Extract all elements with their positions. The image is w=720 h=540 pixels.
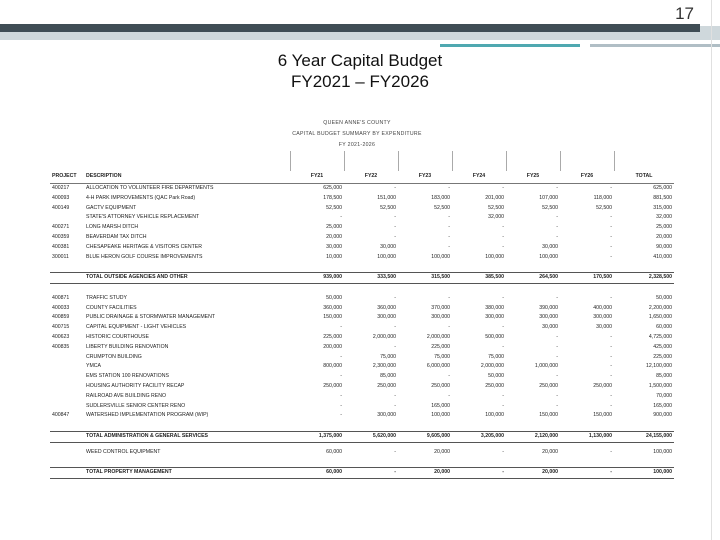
value-fy24: 50,000 <box>488 373 504 380</box>
value-fy22: 151,000 <box>377 194 396 201</box>
sheet-heading-summary: CAPITAL BUDGET SUMMARY BY EXPENDITURE <box>292 131 422 137</box>
value-fy24: - <box>502 343 504 350</box>
sheet-heading-county: QUEEN ANNE'S COUNTY <box>323 120 391 126</box>
value-fy26: - <box>610 253 612 260</box>
value-fy24: 300,000 <box>485 314 504 321</box>
value-fy26: 30,000 <box>596 324 612 331</box>
col-header-project: PROJECT <box>50 171 84 184</box>
value-fy23: 6,000,000 <box>426 363 450 370</box>
value-fy22: 2,000,000 <box>372 333 396 340</box>
value-fy25: 20,000 <box>542 448 558 455</box>
project-code: 400271 <box>52 224 70 231</box>
value-fy25: 250,000 <box>539 382 558 389</box>
value-fy24: 75,000 <box>488 353 504 360</box>
value-fy24: - <box>502 294 504 301</box>
value-fy21: - <box>340 373 342 380</box>
slide-title-line2: FY2021 – FY2026 <box>291 72 429 91</box>
value-fy21: 60,000 <box>290 468 344 479</box>
accent-line-teal <box>440 44 580 47</box>
value-fy25: 107,000 <box>539 194 558 201</box>
value-fy26: - <box>610 233 612 240</box>
value-total: 60,000 <box>656 324 672 331</box>
value-fy26: 170,500 <box>560 273 614 284</box>
value-fy23: 370,000 <box>431 304 450 311</box>
project-description: EMS STATION 100 RENOVATIONS <box>86 373 169 380</box>
value-fy21: 250,000 <box>323 382 342 389</box>
value-fy22: 85,000 <box>380 373 396 380</box>
value-total: 881,500 <box>653 194 672 201</box>
project-code <box>50 448 84 458</box>
value-fy23: 315,500 <box>398 273 452 284</box>
value-fy22: 2,300,000 <box>372 363 396 370</box>
value-total: 1,500,000 <box>648 382 672 389</box>
value-fy25: - <box>556 294 558 301</box>
value-fy26: 150,000 <box>593 412 612 419</box>
value-fy26: 52,500 <box>596 204 612 211</box>
table-row <box>50 353 674 363</box>
value-fy24: 250,000 <box>485 382 504 389</box>
table-row <box>50 448 674 458</box>
value-fy21: 200,000 <box>323 343 342 350</box>
value-fy26: - <box>610 185 612 191</box>
value-fy24: - <box>502 233 504 240</box>
value-fy25: 2,120,000 <box>506 431 560 442</box>
value-fy25: 30,000 <box>542 324 558 331</box>
table-row <box>50 213 674 223</box>
value-fy25: 300,000 <box>539 314 558 321</box>
value-fy21: 50,000 <box>326 294 342 301</box>
table-row <box>50 402 674 412</box>
value-fy22: - <box>344 468 398 479</box>
value-total: 100,000 <box>614 468 674 479</box>
value-fy26: - <box>610 402 612 409</box>
project-code: 400835 <box>52 343 70 350</box>
project-description: WATERSHED IMPLEMENTATION PROGRAM (WIP) <box>86 412 209 419</box>
project-description: HISTORIC COURTHOUSE <box>86 333 149 340</box>
value-fy24: - <box>502 224 504 231</box>
value-fy24: 100,000 <box>485 412 504 419</box>
spacer-row <box>50 458 674 468</box>
value-fy24: 2,000,000 <box>480 363 504 370</box>
value-fy22: - <box>394 448 396 455</box>
value-fy26: - <box>610 333 612 340</box>
total-row <box>50 468 674 479</box>
value-fy21: - <box>340 392 342 399</box>
value-fy26: - <box>610 392 612 399</box>
value-fy23: 183,000 <box>431 194 450 201</box>
value-fy25: 30,000 <box>542 243 558 250</box>
value-total: 1,650,000 <box>648 314 672 321</box>
project-code <box>50 402 84 412</box>
slide-number: 17 <box>675 4 694 23</box>
sheet-heading <box>50 118 664 151</box>
value-fy26: 250,000 <box>593 382 612 389</box>
spacer-row <box>50 262 674 272</box>
project-description: CRUMPTON BUILDING <box>86 353 142 360</box>
value-fy21: 800,000 <box>323 363 342 370</box>
value-fy26: - <box>610 448 612 455</box>
project-code: 400359 <box>52 233 70 240</box>
table-row <box>50 333 674 343</box>
table-row <box>50 313 674 323</box>
project-description: 4-H PARK IMPROVEMENTS (QAC Park Road) <box>86 194 196 201</box>
value-total: 24,155,000 <box>614 431 674 442</box>
value-total: 32,000 <box>656 214 672 221</box>
value-fy22: - <box>394 214 396 221</box>
project-code: 400033 <box>52 304 70 311</box>
project-code: 400623 <box>52 333 70 340</box>
project-code <box>50 372 84 382</box>
table-row <box>50 294 674 304</box>
value-fy23: 100,000 <box>431 253 450 260</box>
value-fy25: 1,000,000 <box>534 363 558 370</box>
table-row <box>50 194 674 204</box>
project-description: BLUE HERON GOLF COURSE IMPROVEMENTS <box>86 253 203 260</box>
value-fy24: - <box>452 468 506 479</box>
value-fy24: 100,000 <box>485 253 504 260</box>
value-fy21: 20,000 <box>326 233 342 240</box>
value-total: 85,000 <box>656 373 672 380</box>
value-fy21: - <box>340 214 342 221</box>
col-header-fy25: FY25 <box>506 171 560 184</box>
col-header-fy23: FY23 <box>398 171 452 184</box>
value-fy23: 225,000 <box>431 343 450 350</box>
value-fy23: - <box>448 324 450 331</box>
value-fy23: 300,000 <box>431 314 450 321</box>
table-row <box>50 184 674 194</box>
value-fy21: 150,000 <box>323 314 342 321</box>
slide-frame-edge <box>711 0 712 540</box>
value-total: 2,200,000 <box>648 304 672 311</box>
value-total: 12,100,000 <box>646 363 672 370</box>
value-total: 900,000 <box>653 412 672 419</box>
project-code: 400859 <box>52 314 70 321</box>
project-code <box>50 431 84 442</box>
project-description: TRAFFIC STUDY <box>86 294 127 301</box>
table-row <box>50 243 674 253</box>
col-header-description: DESCRIPTION <box>84 171 290 184</box>
value-fy25: - <box>556 233 558 240</box>
value-total: 50,000 <box>656 294 672 301</box>
project-description: TOTAL OUTSIDE AGENCIES AND OTHER <box>84 273 290 284</box>
value-total: 70,000 <box>656 392 672 399</box>
value-fy26: - <box>610 294 612 301</box>
value-fy22: 333,500 <box>344 273 398 284</box>
project-description: PUBLIC DRAINAGE & STORMWATER MANAGEMENT <box>86 314 216 321</box>
col-header-fy21: FY21 <box>290 171 344 184</box>
value-fy26: 300,000 <box>593 314 612 321</box>
value-fy22: 300,000 <box>377 314 396 321</box>
col-header-total: TOTAL <box>614 171 674 184</box>
column-header-band <box>50 151 674 171</box>
project-code <box>50 382 84 392</box>
value-fy21: - <box>340 412 342 419</box>
value-fy22: - <box>394 185 396 191</box>
project-code: 400217 <box>52 185 70 191</box>
project-code: 400381 <box>52 243 70 250</box>
value-fy23: 20,000 <box>434 448 450 455</box>
value-fy22: 30,000 <box>380 243 396 250</box>
project-code: 400715 <box>52 324 70 331</box>
value-fy25: 390,000 <box>539 304 558 311</box>
col-header-fy22: FY22 <box>344 171 398 184</box>
project-description: BEAVERDAM TAX DITCH <box>86 233 147 240</box>
project-description: TOTAL ADMINISTRATION & GENERAL SERVICES <box>84 431 290 442</box>
value-fy22: - <box>394 224 396 231</box>
value-fy21: 625,000 <box>323 185 342 191</box>
table-row <box>50 372 674 382</box>
table-row <box>50 253 674 263</box>
value-fy25: 150,000 <box>539 412 558 419</box>
value-fy24: 380,000 <box>485 304 504 311</box>
value-fy26: 400,000 <box>593 304 612 311</box>
value-fy25: 20,000 <box>506 468 560 479</box>
value-fy23: - <box>448 243 450 250</box>
project-code <box>50 392 84 402</box>
project-description: GACTV EQUIPMENT <box>86 204 137 211</box>
value-fy22: - <box>394 294 396 301</box>
value-fy21: - <box>340 402 342 409</box>
value-fy23: - <box>448 392 450 399</box>
value-fy21: - <box>340 324 342 331</box>
spacer-row <box>50 283 674 293</box>
slide-title-line1: 6 Year Capital Budget <box>277 51 443 70</box>
project-code <box>50 273 84 284</box>
accent-line-grey <box>590 44 720 47</box>
project-code <box>50 213 84 223</box>
value-fy22: 75,000 <box>380 353 396 360</box>
value-total: 90,000 <box>656 243 672 250</box>
value-fy25: - <box>556 214 558 221</box>
col-header-fy24: FY24 <box>452 171 506 184</box>
value-fy25: - <box>556 402 558 409</box>
project-description: CAPITAL EQUIPMENT - LIGHT VEHICLES <box>86 324 187 331</box>
value-fy23: - <box>448 185 450 191</box>
value-fy21: 60,000 <box>326 448 342 455</box>
value-fy21: 178,500 <box>323 194 342 201</box>
value-fy23: 52,500 <box>434 204 450 211</box>
value-fy25: - <box>556 343 558 350</box>
project-description: WEED CONTROL EQUIPMENT <box>86 448 161 455</box>
value-fy23: 100,000 <box>431 412 450 419</box>
value-fy22: - <box>394 402 396 409</box>
value-total: 410,000 <box>653 253 672 260</box>
value-fy22: 360,000 <box>377 304 396 311</box>
value-fy23: - <box>448 224 450 231</box>
project-code: 300011 <box>52 253 69 260</box>
value-fy23: 165,000 <box>431 402 450 409</box>
project-description: RAILROAD AVE BUILDING RENO <box>86 392 167 399</box>
value-fy26: - <box>610 363 612 370</box>
table-row <box>50 392 674 402</box>
value-fy22: - <box>394 324 396 331</box>
value-fy24: 32,000 <box>488 214 504 221</box>
table-row <box>50 323 674 333</box>
project-description: SUDLERSVILLE SENIOR CENTER RENO <box>86 402 186 409</box>
value-fy26: - <box>610 214 612 221</box>
value-fy24: 52,500 <box>488 204 504 211</box>
value-fy21: 52,500 <box>326 204 342 211</box>
value-fy23: - <box>448 373 450 380</box>
total-row <box>50 431 674 442</box>
project-code <box>50 362 84 372</box>
table-row <box>50 343 674 353</box>
value-fy26: - <box>610 353 612 360</box>
value-fy26: - <box>610 373 612 380</box>
value-total: 2,328,500 <box>614 273 674 284</box>
value-fy21: 25,000 <box>326 224 342 231</box>
value-fy26: - <box>610 343 612 350</box>
value-fy25: - <box>556 353 558 360</box>
value-fy22: 52,500 <box>380 204 396 211</box>
project-description: ALLOCATION TO VOLUNTEER FIRE DEPARTMENTS <box>86 185 214 191</box>
value-fy26: - <box>610 224 612 231</box>
value-total: 625,000 <box>653 185 672 191</box>
sheet-heading-years: FY 2021-2026 <box>338 142 376 148</box>
value-fy23: 75,000 <box>434 353 450 360</box>
value-fy21: 30,000 <box>326 243 342 250</box>
value-fy22: 100,000 <box>377 253 396 260</box>
value-fy24: - <box>502 392 504 399</box>
value-total: 20,000 <box>656 233 672 240</box>
value-fy24: - <box>502 243 504 250</box>
table-row <box>50 362 674 372</box>
value-fy24: - <box>502 402 504 409</box>
value-fy25: 264,500 <box>506 273 560 284</box>
value-fy24: 385,500 <box>452 273 506 284</box>
value-total: 165,000 <box>653 402 672 409</box>
project-description: LIBERTY BUILDING RENOVATION <box>86 343 169 350</box>
value-fy25: - <box>556 224 558 231</box>
value-fy23: - <box>448 294 450 301</box>
project-code <box>50 468 84 479</box>
value-fy26: 1,130,000 <box>560 431 614 442</box>
value-fy22: - <box>394 392 396 399</box>
table-row <box>50 223 674 233</box>
column-header-row <box>50 171 674 184</box>
value-fy21: 225,000 <box>323 333 342 340</box>
project-code: 400871 <box>52 294 70 301</box>
table-row <box>50 233 674 243</box>
col-header-fy26: FY26 <box>560 171 614 184</box>
project-description: HOUSING AUTHORITY FACILITY RECAP <box>86 382 185 389</box>
value-fy22: - <box>394 233 396 240</box>
project-code: 400847 <box>52 412 70 419</box>
value-fy22: 300,000 <box>377 412 396 419</box>
budget-table <box>50 151 674 479</box>
value-fy23: 20,000 <box>398 468 452 479</box>
value-fy22: 5,620,000 <box>344 431 398 442</box>
value-fy25: - <box>556 392 558 399</box>
value-fy21: 10,000 <box>326 253 342 260</box>
value-fy24: 3,205,000 <box>452 431 506 442</box>
value-total: 25,000 <box>656 224 672 231</box>
value-fy26: - <box>560 468 614 479</box>
value-fy25: 100,000 <box>539 253 558 260</box>
value-fy24: - <box>502 448 504 455</box>
value-fy21: - <box>340 353 342 360</box>
project-code <box>50 353 84 363</box>
value-fy21: 939,000 <box>290 273 344 284</box>
value-fy23: 250,000 <box>431 382 450 389</box>
value-fy25: - <box>556 373 558 380</box>
spacer-row <box>50 421 674 431</box>
project-description: STATE'S ATTORNEY VEHICLE REPLACEMENT <box>86 214 200 221</box>
project-description: LONG MARSH DITCH <box>86 224 139 231</box>
project-description: TOTAL PROPERTY MANAGEMENT <box>84 468 290 479</box>
table-row <box>50 382 674 392</box>
value-total: 100,000 <box>653 448 672 455</box>
value-fy26: - <box>610 243 612 250</box>
value-fy23: 2,000,000 <box>426 333 450 340</box>
value-fy24: 201,000 <box>485 194 504 201</box>
header-band-dark <box>0 24 700 32</box>
project-description: YMCA <box>86 363 101 370</box>
value-fy23: 9,605,000 <box>398 431 452 442</box>
project-description: CHESAPEAKE HERITAGE & VISITORS CENTER <box>86 243 202 250</box>
value-total: 425,000 <box>653 343 672 350</box>
value-fy25: - <box>556 185 558 191</box>
project-code: 400093 <box>52 194 70 201</box>
table-row <box>50 204 674 214</box>
total-row <box>50 273 674 284</box>
project-code: 400149 <box>52 204 70 211</box>
value-fy24: - <box>502 185 504 191</box>
value-fy23: - <box>448 214 450 221</box>
value-fy24: - <box>502 324 504 331</box>
value-total: 4,725,000 <box>648 333 672 340</box>
value-fy22: - <box>394 343 396 350</box>
project-description: COUNTY FACILITIES <box>86 304 137 311</box>
value-fy23: - <box>448 233 450 240</box>
value-fy24: 500,000 <box>485 333 504 340</box>
value-fy21: 1,375,000 <box>290 431 344 442</box>
value-fy25: 52,500 <box>542 204 558 211</box>
budget-spreadsheet <box>50 118 672 479</box>
table-row <box>50 304 674 314</box>
value-fy26: 118,000 <box>593 194 612 201</box>
table-row <box>50 411 674 421</box>
value-fy22: 250,000 <box>377 382 396 389</box>
value-fy21: 360,000 <box>323 304 342 311</box>
value-total: 225,000 <box>653 353 672 360</box>
value-fy25: - <box>556 333 558 340</box>
slide-title <box>200 50 520 92</box>
value-total: 315,000 <box>653 204 672 211</box>
